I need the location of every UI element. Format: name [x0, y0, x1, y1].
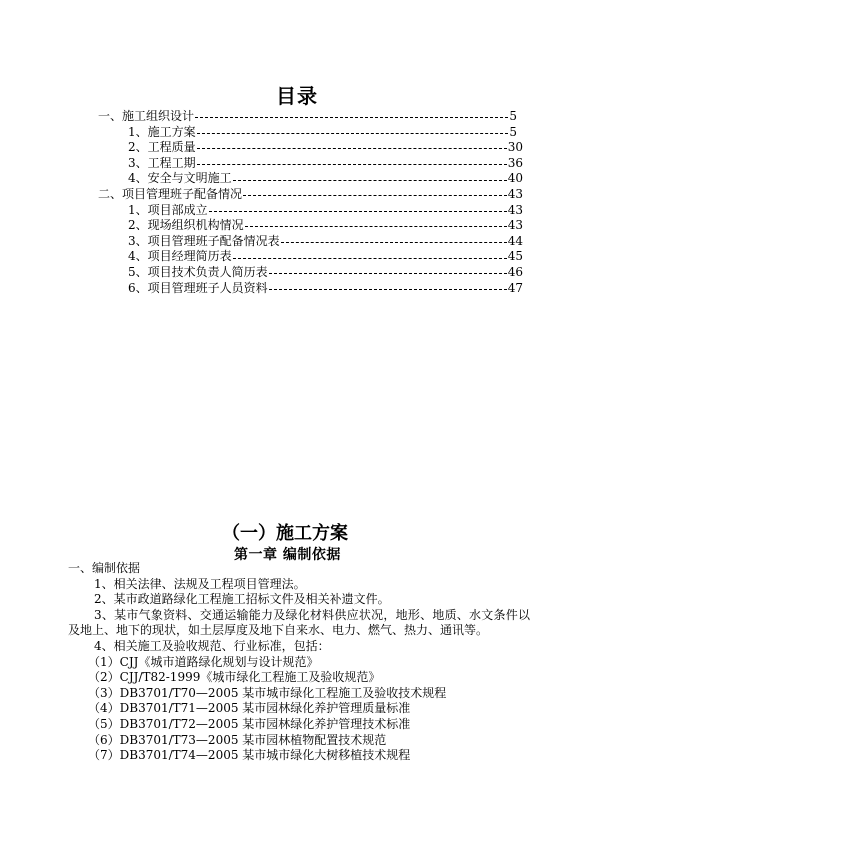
- toc-leader: [209, 211, 507, 212]
- toc-entry[interactable]: [128, 281, 523, 297]
- toc-entry-label: 4、安全与文明施工: [128, 171, 232, 186]
- toc-entry-page: 43: [507, 202, 523, 217]
- toc-leader: [243, 195, 507, 196]
- toc-entry-label: 3、工程工期: [128, 155, 196, 170]
- toc-entry-page: 43: [507, 218, 523, 233]
- toc-entry[interactable]: [128, 140, 523, 156]
- toc-leader: [245, 226, 507, 227]
- chapter-title: 第一章 编制依据: [234, 547, 341, 563]
- body-item-2: 2、某市政道路绿化工程施工招标文件及相关补遗文件。: [94, 592, 390, 607]
- standard-item: （5）DB3701/T72—2005 某市园林绿化养护管理技术标准: [88, 716, 411, 731]
- body-item-1: 1、相关法律、法规及工程项目管理法。: [94, 576, 306, 591]
- toc-list: [0, 109, 523, 296]
- toc-leader: [269, 289, 507, 290]
- section-title: （一）施工方案: [222, 523, 348, 544]
- toc-entry-page: 5: [509, 124, 517, 139]
- body-item-3: 3、某市气象资料、交通运输能力及绿化材料供应状况，地形、地质、水文条件以及地上、地下的现状，如土层厚度及地下自来水、电力、燃气、热力、通讯等。: [68, 607, 530, 638]
- toc-leader: [281, 242, 507, 243]
- toc-entry[interactable]: [128, 249, 523, 265]
- toc-leader: [197, 164, 507, 165]
- toc-title: 目录: [276, 84, 318, 108]
- toc-entry-label: 3、项目管理班子配备情况表: [128, 233, 280, 248]
- toc-entry[interactable]: [128, 218, 523, 234]
- standard-item: （3）DB3701/T70—2005 某市城市绿化工程施工及验收技术规程: [88, 685, 447, 700]
- toc-entry-label: 一、施工组织设计: [98, 109, 195, 123]
- body-text: [68, 561, 530, 764]
- toc-entry-label: 6、项目管理班子人员资料: [128, 280, 268, 295]
- toc-entry-page: 47: [507, 280, 523, 295]
- standard-item: （1）CJJ《城市道路绿化规划与设计规范》: [88, 654, 319, 669]
- toc-entry-page: 30: [507, 140, 523, 155]
- standard-item: （6）DB3701/T73—2005 某市园林植物配置技术规范: [88, 732, 387, 747]
- toc-leader: [233, 258, 507, 259]
- toc-entry[interactable]: [128, 203, 523, 219]
- toc-entry[interactable]: [128, 234, 523, 250]
- toc-entry-page: 45: [507, 249, 523, 264]
- toc-entry-label: 二、项目管理班子配备情况: [98, 186, 243, 201]
- toc-leader: [197, 133, 509, 134]
- toc-entry-page: 44: [507, 233, 523, 248]
- toc-entry-label: 2、工程质量: [128, 140, 196, 155]
- toc-entry-label: 1、施工方案: [128, 124, 196, 139]
- toc-entry[interactable]: [128, 171, 523, 187]
- toc-entry-label: 5、项目技术负责人简历表: [128, 264, 268, 279]
- body-item-4: 4、相关施工及验收规范、行业标准，包括：: [94, 638, 330, 653]
- toc-entry-page: 40: [507, 171, 523, 186]
- toc-entry[interactable]: [128, 156, 523, 172]
- toc-entry[interactable]: [128, 125, 517, 141]
- toc-entry-page: 43: [507, 186, 523, 201]
- toc-entry[interactable]: [128, 265, 523, 281]
- toc-leader: [233, 180, 507, 181]
- standard-item: （2）CJJ/T82-1999《城市绿化工程施工及验收规范》: [88, 670, 381, 685]
- toc-entry[interactable]: [98, 187, 523, 203]
- toc-leader: [197, 148, 507, 149]
- toc-entry-page: 46: [507, 264, 523, 279]
- body-heading: 一、编制依据: [68, 561, 141, 575]
- toc-entry-label: 1、项目部成立: [128, 202, 208, 217]
- toc-leader: [269, 273, 507, 274]
- toc-entry[interactable]: [98, 109, 517, 125]
- toc-entry-label: 2、现场组织机构情况: [128, 218, 244, 233]
- toc-entry-label: 4、项目经理简历表: [128, 249, 232, 264]
- standard-item: （7）DB3701/T74—2005 某市城市绿化大树移植技术规程: [88, 748, 411, 763]
- toc-entry-page: 36: [507, 155, 523, 170]
- toc-leader: [195, 117, 508, 118]
- standard-item: （4）DB3701/T71—2005 某市园林绿化养护管理质量标准: [88, 701, 411, 716]
- toc-entry-page: 5: [509, 109, 517, 123]
